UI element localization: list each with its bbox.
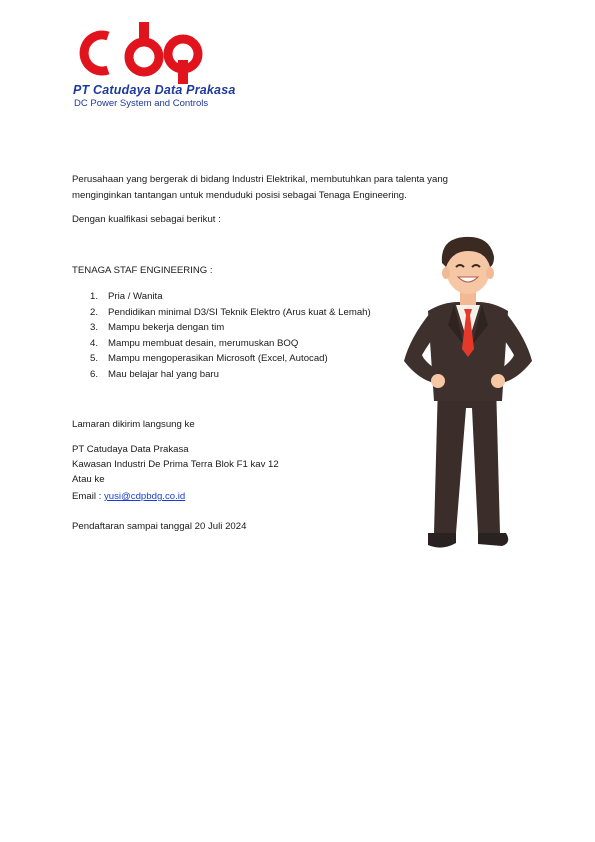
list-number: 4.: [90, 337, 99, 349]
application-address: Kawasan Industri De Prima Terra Blok F1 kav 12: [72, 459, 279, 470]
logo-company-name: PT Catudaya Data Prakasa: [73, 83, 236, 97]
list-text: Mampu mengoperasikan Microsoft (Excel, Autocad): [108, 353, 328, 365]
intro-line-1: Perusahaan yang bergerak di bidang Industri Elektrikal, membutuhkan para talenta yang: [72, 174, 448, 185]
email-line: [72, 489, 185, 506]
list-item: [90, 351, 371, 367]
list-item: [90, 305, 371, 321]
application-company: PT Catudaya Data Prakasa: [72, 444, 189, 455]
list-text: Mampu bekerja dengan tim: [108, 322, 225, 334]
list-item: [90, 367, 371, 383]
businessman-illustration: [398, 233, 538, 555]
company-logo: [70, 22, 236, 112]
list-text: Pria / Wanita: [108, 291, 163, 302]
list-text: Pendidikan minimal D3/SI Teknik Elektro (Arus kuat & Lemah): [108, 306, 371, 318]
list-number: 2.: [90, 306, 99, 318]
list-text: Mau belajar hal yang baru: [108, 368, 219, 380]
list-number: 1.: [90, 291, 99, 302]
email-label: Email :: [72, 491, 104, 502]
application-or: Atau ke: [72, 474, 105, 485]
intro-line-2: menginginkan tantangan untuk menduduki posisi sebagai Tenaga Engineering.: [72, 190, 407, 201]
list-text: Mampu membuat desain, merumuskan BOQ: [108, 337, 299, 349]
list-item: [90, 336, 371, 352]
logo-tagline: DC Power System and Controls: [74, 98, 209, 109]
cdp-logo-mark: [70, 22, 215, 84]
qualification-intro: Dengan kualfikasi sebagai berikut :: [72, 214, 221, 225]
email-link[interactable]: yusi@cdpbdg.co.id: [104, 491, 186, 502]
list-item: [90, 320, 371, 336]
deadline-text: Pendaftaran sampai tanggal 20 Juli 2024: [72, 521, 247, 532]
position-title: TENAGA STAF ENGINEERING :: [72, 265, 213, 276]
list-number: 3.: [90, 322, 99, 334]
list-number: 5.: [90, 353, 99, 365]
list-number: 6.: [90, 368, 99, 380]
list-item: [90, 289, 371, 305]
application-intro: Lamaran dikirim langsung ke: [72, 419, 195, 430]
requirements-list: [90, 289, 371, 383]
